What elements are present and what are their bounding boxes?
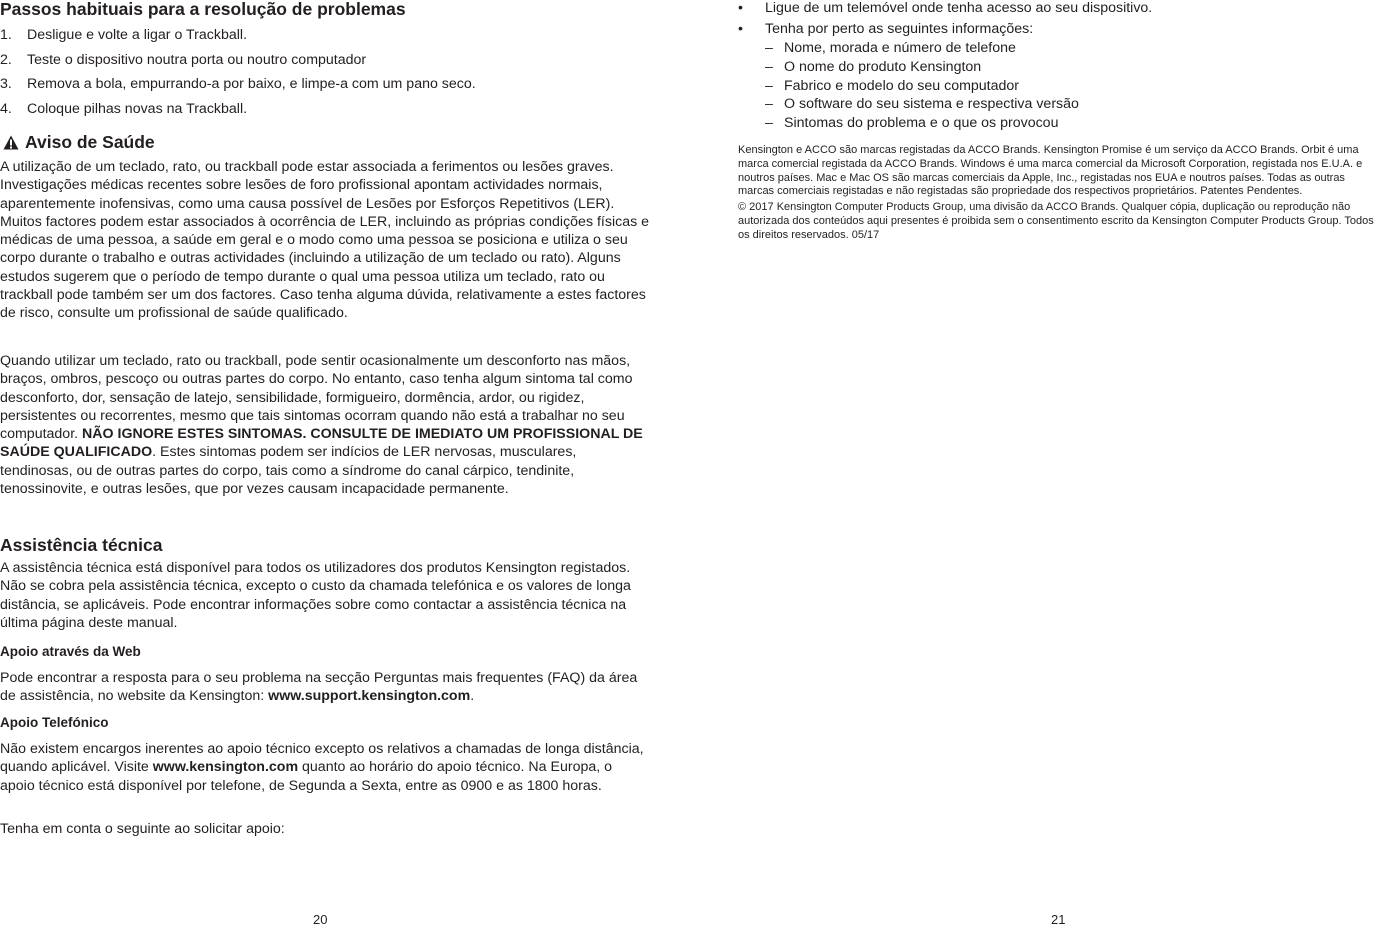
list-item: 2. Teste o dispositivo noutra porta ou noutro computador xyxy=(0,51,367,68)
list-item: 1. Desligue e volte a ligar o Trackball. xyxy=(0,27,248,43)
phone-support-title: Apoio Telefónico xyxy=(0,715,109,730)
web-support-title: Apoio através da Web xyxy=(0,644,141,659)
copyright-notice: © 2017 Kensington Computer Products Group, uma divisão da ACCO Brands. Qualquer cópia, duplicação ou reprodução não autorizada dos conteúdos aqui presentes é proibida sem o consentimento escrito da Kensington Computer Products Group. Todos os direitos reservados. 05/17 xyxy=(738,201,1374,241)
troubleshooting-title: Passos habituais para a resolução de problemas xyxy=(0,0,406,19)
health-paragraph-1: A utilização de um teclado, rato, ou trackball pode estar associada a ferimentos ou lesões graves. Investigações médicas recentes sobre lesões de foro profissional apontam actividades normais, aparentemente inofensivas, como uma causa possível de Lesões por Esforços Repetitivos (LER). Muitos factores podem estar associados à ocorrência de LER, incluindo as próprias condições físicas e médicas de uma pessoa, a saúde em geral e o modo como uma pessoa se posiciona e utiliza o seu corpo durante o trabalho e outras actividades (incluindo a utilização de um teclado ou rato). Alguns estudos sugerem que o período de tempo durante o qual uma pessoa utiliza um teclado, rato ou trackball pode também ser um dos factores. Caso tenha alguma dúvida, relativamente a estes factores de risco, consulte um profissional de saúde qualificado. xyxy=(0,159,650,322)
list-item: • Ligue de um telemóvel onde tenha acesso ao seu dispositivo. xyxy=(738,0,1153,16)
phone-support-text: Não existem encargos inerentes ao apoio técnico excepto os relativos a chamadas de longa distância, quando aplicável. Visite www.kensington.com quanto ao horário do apoio técnico. Na Europa, o apoio técnico está disponível por telefone, de Segunda a Sexta, entre as 0900 e as 1800 horas. xyxy=(0,741,644,794)
support-title: Assistência técnica xyxy=(0,535,163,555)
warning-triangle-icon xyxy=(3,135,19,150)
health-paragraph-2: Quando utilizar um teclado, rato ou trackball, pode sentir ocasionalmente um desconforto nas mãos, braços, ombros, pescoço ou outras partes do corpo. No entanto, caso tenha algum sintoma tal como desconforto, dor, sensação de latejo, sensibilidade, formigueiro, dormência, ardor, ou rigidez, persistentes ou recorrentes, mesmo que tais sintomas ocorram quando não está a trabalhar no seu computador. NÃO IGNORE ESTES SINTOMAS. CONSULTE DE IMEDIATO UM PROFISSIONAL DE SAÚDE QUALIFICADO. Estes sintomas podem ser indícios de LER nervosas, musculares, tendinosas, ou de outras partes do corpo, tais como a síndrome do canal cárpico, tendinite, tenossinovite, e outras lesões, que por vezes causam incapacidade permanente. xyxy=(0,353,643,498)
list-item: • Tenha por perto as seguintes informações: – Nome, morada e número de telefone – O nome do produto Kensington – Fabrico e modelo do seu computador – O software do seu sistema e respectiva versão – Sintomas do problema e o que os provocou xyxy=(738,21,1079,132)
health-warning-emphasis: NÃO IGNORE ESTES SINTOMAS. CONSULTE DE IMEDIATO UM PROFISSIONAL DE SAÚDE QUALIFICADO xyxy=(0,426,643,461)
page-number-left: 20 xyxy=(313,912,328,927)
right-page xyxy=(738,0,1378,927)
list-item: – Fabrico e modelo do seu computador xyxy=(765,77,1020,94)
kensington-website-link[interactable]: www.kensington.com xyxy=(152,759,299,776)
troubleshooting-steps xyxy=(0,23,652,121)
list-item: – Sintomas do problema e o que os provocou xyxy=(765,115,1059,132)
legal-notice xyxy=(738,144,1376,243)
page-number-right: 21 xyxy=(1051,912,1066,927)
support-website-link[interactable]: www.support.kensington.com xyxy=(268,688,471,705)
request-checklist xyxy=(738,0,1378,133)
list-item: – O nome do produto Kensington xyxy=(765,58,982,75)
health-title: Aviso de Saúde xyxy=(25,132,155,152)
list-item: – Nome, morada e número de telefone xyxy=(765,40,1016,56)
web-support-text: Pode encontrar a resposta para o seu problema na secção Perguntas mais frequentes (FAQ) da área de assistência, no website da Kensington: www.support.kensington.com. xyxy=(0,670,638,705)
list-item: – O software do seu sistema e respectiva versão xyxy=(765,96,1079,113)
support-closing-text: Tenha em conta o seguinte ao solicitar apoio: xyxy=(0,821,285,837)
support-paragraph: A assistência técnica está disponível para todos os utilizadores dos produtos Kensington registados. Não se cobra pela assistência técnica, excepto o custo da chamada telefónica e os valores de longa distância, se aplicáveis. Pode encontrar informações sobre como contactar a assistência técnica na última página deste manual. xyxy=(0,560,631,631)
list-item: 4. Coloque pilhas novas na Trackball. xyxy=(0,100,248,117)
list-item: 3. Remova a bola, empurrando-a por baixo, e limpe-a com um pano seco. xyxy=(0,76,476,92)
left-page xyxy=(0,0,652,927)
required-info-list xyxy=(765,39,1079,133)
trademark-notice: Kensington e ACCO são marcas registadas da ACCO Brands. Kensington Promise é um serviço da ACCO Brands. Orbit é uma marca comercial registada da ACCO Brands. Windows é uma marca comercial da Microsoft Corporation, registada nos E.U.A. e noutros países. Mac e Mac OS são marcas comerciais da Apple, Inc., registadas nos EUA e noutros países. Todas as outras marcas comerciais registadas e não registadas são propriedade dos respectivos proprietários. Patentes Pendentes. xyxy=(738,144,1363,198)
health-warning-heading xyxy=(3,131,155,153)
